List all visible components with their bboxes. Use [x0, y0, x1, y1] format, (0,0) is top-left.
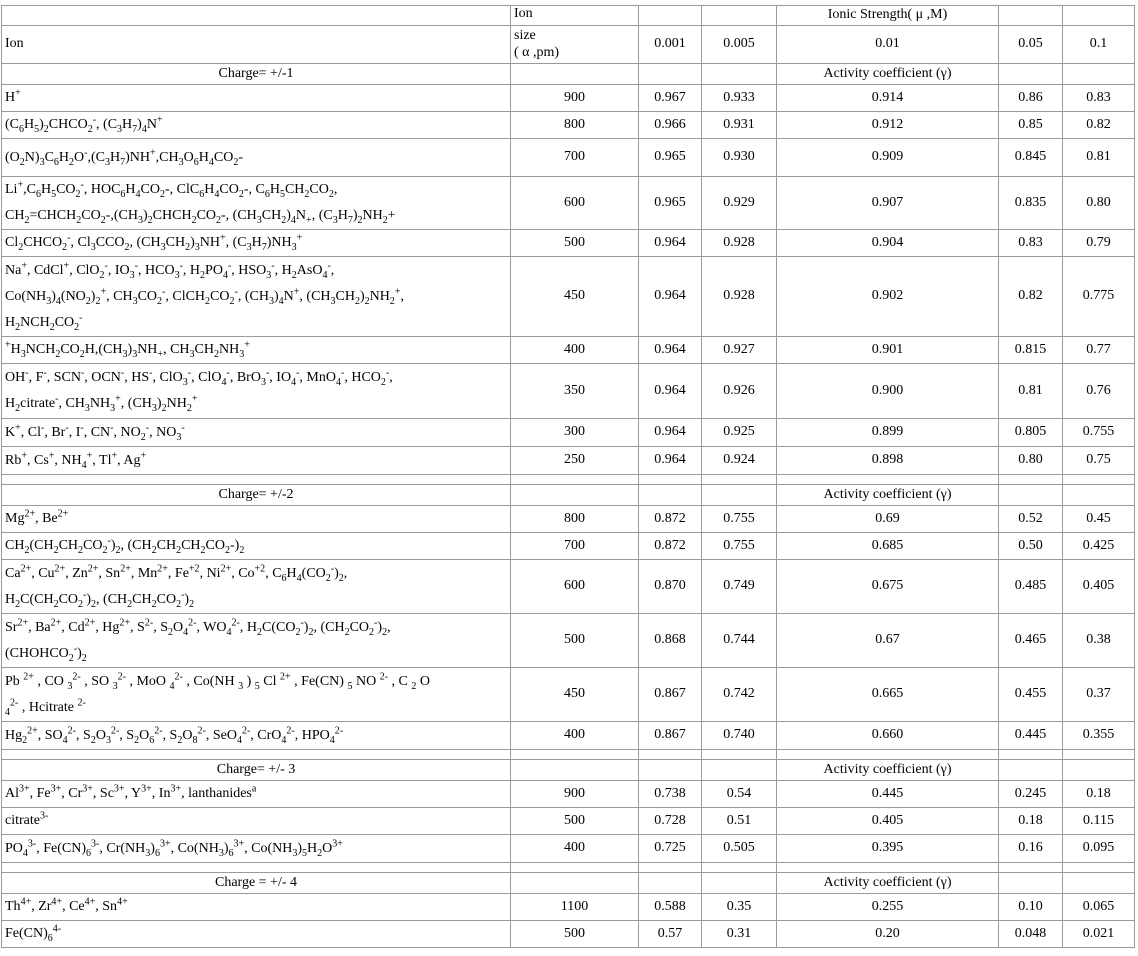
activity-coefficient-cell: 0.86 [999, 85, 1063, 112]
header-strength-4: 0.1 [1063, 26, 1135, 64]
header-ion-label: Ion [2, 26, 511, 64]
header-empty-cell [639, 6, 702, 26]
spacer-cell [511, 750, 639, 760]
table-row [2, 894, 1135, 921]
activity-coefficient-cell: 0.927 [702, 337, 777, 364]
activity-coefficient-cell: 0.82 [999, 257, 1063, 337]
empty-cell [1063, 64, 1135, 85]
ion-size-cell: 250 [511, 447, 639, 475]
activity-coefficient-cell: 0.738 [639, 781, 702, 808]
ion-size-cell: 900 [511, 85, 639, 112]
table-row [2, 337, 1135, 364]
spacer-cell [639, 863, 702, 873]
activity-coefficient-cell: 0.685 [777, 533, 999, 560]
activity-coefficient-cell: 0.740 [702, 722, 777, 750]
activity-coefficient-cell: 0.964 [639, 364, 702, 419]
ion-formula-cell: H+ [2, 85, 511, 112]
spacer-cell [999, 863, 1063, 873]
header-row-2 [2, 26, 1135, 64]
activity-coefficient-cell: 0.80 [999, 447, 1063, 475]
activity-coefficient-cell: 0.16 [999, 835, 1063, 863]
activity-coefficient-cell: 0.425 [1063, 533, 1135, 560]
group-spacer-row [2, 863, 1135, 873]
table-row [2, 230, 1135, 257]
ion-size-cell: 300 [511, 419, 639, 447]
activity-coefficient-cell: 0.505 [702, 835, 777, 863]
ion-formula-cell: $Hg_2^{2+}$, $SO_4^{2-}$, $S_2O_3^{2-}$, $S_2O_6^{2-}$, $S_2O_8^{2-}$, SeO$_4^{2-}$, CrO$_4^{2-}$, $HPO_4^{2-}$ [2, 722, 511, 750]
activity-coefficient-cell: 0.048 [999, 921, 1063, 948]
header-empty-cell [1063, 6, 1135, 26]
activity-coefficient-cell: 0.665 [777, 668, 999, 722]
activity-coefficient-cell: 0.755 [702, 533, 777, 560]
ion-formula-cell: $CH_2(CH_2CH_2CO_2^-)_2$, $(CH_2CH_2CH_2CO_2-)_2$ [2, 533, 511, 560]
spacer-cell [2, 475, 511, 485]
ion-formula-cell: OH-, F-, SCN-, OCN-, HS-, ClO$_3$-, ClO$_4$-, BrO$_3$-, $IO_4^-$, MnO$_4$-, $HCO_2^-$, $H_2citrate^-$, $CH_3NH_3^+$, $(CH_3)_2NH_2^+$ [2, 364, 511, 419]
activity-coefficient-cell: 0.965 [639, 139, 702, 177]
empty-cell [639, 64, 702, 85]
table-row [2, 364, 1135, 419]
activity-coefficient-cell: 0.67 [777, 614, 999, 668]
activity-coefficient-cell: 0.755 [1063, 419, 1135, 447]
activity-coefficient-cell: 0.933 [702, 85, 777, 112]
activity-coefficient-cell: 0.902 [777, 257, 999, 337]
activity-coefficient-cell: 0.245 [999, 781, 1063, 808]
empty-cell [702, 485, 777, 506]
ion-size-cell: 600 [511, 177, 639, 230]
empty-cell [639, 760, 702, 781]
activity-coefficient-cell: 0.928 [702, 230, 777, 257]
ion-size-cell: 1100 [511, 894, 639, 921]
activity-coefficient-cell: 0.675 [777, 560, 999, 614]
ion-formula-cell: $PO_4^{3-}$, $Fe(CN)_6^{3-}$, $Cr(NH_3)_6^{3+}$, $Co(NH_3)_6^{3+}$, $Co(NH_3)_5H_2O^{3+}$ [2, 835, 511, 863]
ion-size-cell: 700 [511, 533, 639, 560]
activity-coefficient-cell: 0.395 [777, 835, 999, 863]
activity-coefficient-cell: 0.85 [999, 112, 1063, 139]
charge-group-header-row [2, 485, 1135, 506]
spacer-cell [777, 475, 999, 485]
empty-cell [999, 485, 1063, 506]
activity-coefficient-cell: 0.868 [639, 614, 702, 668]
table-row [2, 921, 1135, 948]
spacer-cell [702, 750, 777, 760]
activity-coefficient-cell: 0.57 [639, 921, 702, 948]
group-spacer-row [2, 475, 1135, 485]
ion-formula-cell: $Th^{4+}$, $Zr^{4+}$, $Ce^{4+}$, $Sn^{4+}$ [2, 894, 511, 921]
activity-coefficient-cell: 0.924 [702, 447, 777, 475]
empty-cell [1063, 485, 1135, 506]
activity-coefficient-cell: 0.742 [702, 668, 777, 722]
activity-coefficient-cell: 0.355 [1063, 722, 1135, 750]
activity-coefficient-cell: 0.50 [999, 533, 1063, 560]
activity-coefficient-cell: 0.898 [777, 447, 999, 475]
table-row [2, 808, 1135, 835]
table-row [2, 614, 1135, 668]
ion-size-cell: 900 [511, 781, 639, 808]
activity-coefficient-cell: 0.964 [639, 419, 702, 447]
table-row [2, 447, 1135, 475]
activity-coefficient-label: Activity coefficient (γ) [777, 873, 999, 894]
activity-coefficient-cell: 0.69 [777, 506, 999, 533]
ion-size-cell: 400 [511, 722, 639, 750]
activity-coefficient-cell: 0.021 [1063, 921, 1135, 948]
spacer-cell [999, 475, 1063, 485]
table-row [2, 139, 1135, 177]
charge-label: Charge = +/- 4 [2, 873, 511, 894]
activity-coefficient-cell: 0.870 [639, 560, 702, 614]
spacer-cell [639, 475, 702, 485]
ion-size-cell: 600 [511, 560, 639, 614]
table-row [2, 722, 1135, 750]
empty-cell [639, 873, 702, 894]
header-ionic-strength-label: Ionic Strength( μ ,M) [777, 6, 999, 26]
spacer-cell [999, 750, 1063, 760]
activity-coefficient-cell: 0.744 [702, 614, 777, 668]
activity-coefficient-cell: 0.966 [639, 112, 702, 139]
table-row [2, 112, 1135, 139]
activity-coefficient-cell: 0.51 [702, 808, 777, 835]
spacer-cell [1063, 750, 1135, 760]
activity-coefficient-cell: 0.835 [999, 177, 1063, 230]
activity-coefficient-cell: 0.929 [702, 177, 777, 230]
activity-coefficient-cell: 0.965 [639, 177, 702, 230]
activity-coefficient-cell: 0.872 [639, 533, 702, 560]
spacer-cell [511, 475, 639, 485]
charge-group-header-row [2, 760, 1135, 781]
activity-coefficient-cell: 0.83 [1063, 85, 1135, 112]
activity-coefficient-cell: 0.925 [702, 419, 777, 447]
activity-coefficient-cell: 0.37 [1063, 668, 1135, 722]
ion-formula-cell: Pb $^{2+}$ , CO $_3^{2-}$ , SO $_3^{2-}$ , MoO $_4^{2-}$ , Co(NH $_3$ ) $_5$ Cl $^{2+}$ , Fe(CN) $_5$ NO $^{2-}$ , C $_2$ O $_4^{2-}$ , Hcitrate $^{2-}$ [2, 668, 511, 722]
activity-coefficient-cell: 0.867 [639, 668, 702, 722]
spacer-cell [2, 863, 511, 873]
activity-coefficient-cell: 0.805 [999, 419, 1063, 447]
ion-size-cell: 450 [511, 257, 639, 337]
spacer-cell [2, 750, 511, 760]
table-row [2, 85, 1135, 112]
activity-coefficient-cell: 0.900 [777, 364, 999, 419]
ion-size-cell: 800 [511, 506, 639, 533]
activity-coefficient-cell: 0.899 [777, 419, 999, 447]
empty-cell [511, 873, 639, 894]
empty-cell [511, 760, 639, 781]
activity-coefficient-cell: 0.728 [639, 808, 702, 835]
activity-coefficient-label: Activity coefficient (γ) [777, 64, 999, 85]
activity-coefficient-cell: 0.20 [777, 921, 999, 948]
ion-size-cell: 350 [511, 364, 639, 419]
activity-coefficient-cell: 0.872 [639, 506, 702, 533]
activity-coefficient-cell: 0.964 [639, 337, 702, 364]
activity-coefficient-cell: 0.445 [777, 781, 999, 808]
activity-coefficient-table [1, 5, 1135, 948]
activity-coefficient-cell: 0.964 [639, 257, 702, 337]
activity-coefficient-cell: 0.255 [777, 894, 999, 921]
empty-cell [702, 760, 777, 781]
activity-coefficient-cell: 0.82 [1063, 112, 1135, 139]
ion-size-cell: 400 [511, 835, 639, 863]
activity-coefficient-cell: 0.45 [1063, 506, 1135, 533]
charge-label: Charge= +/-2 [2, 485, 511, 506]
header-strength-0: 0.001 [639, 26, 702, 64]
activity-coefficient-cell: 0.749 [702, 560, 777, 614]
spacer-cell [1063, 863, 1135, 873]
activity-coefficient-cell: 0.80 [1063, 177, 1135, 230]
empty-cell [999, 760, 1063, 781]
activity-coefficient-cell: 0.867 [639, 722, 702, 750]
activity-coefficient-cell: 0.928 [702, 257, 777, 337]
ion-size-cell: 800 [511, 112, 639, 139]
activity-coefficient-cell: 0.964 [639, 230, 702, 257]
spacer-cell [777, 863, 999, 873]
ion-formula-cell: $Al^{3+}$, $Fe^{3+}$, $Cr^{3+}$, $Sc^{3+}$, $Y^{3+}$, $In^{3+}$, lanthanides$^a$ [2, 781, 511, 808]
ion-size-cell: 500 [511, 921, 639, 948]
activity-coefficient-cell: 0.907 [777, 177, 999, 230]
table-row [2, 257, 1135, 337]
ion-formula-cell: K+, Cl-, Br-, I-, CN-, $NO_2^-$, $NO_3^-$ [2, 419, 511, 447]
header-empty-cell [2, 6, 511, 26]
header-empty-cell [702, 6, 777, 26]
activity-coefficient-cell: 0.775 [1063, 257, 1135, 337]
ion-formula-cell: $Cl_2CHCO_2^-$, $Cl_3CCO_2$, $(CH_3CH_2)_3NH^+$, $(C_3H_7)NH_3^+$ [2, 230, 511, 257]
table-row [2, 533, 1135, 560]
spacer-cell [639, 750, 702, 760]
ion-size-cell: 500 [511, 230, 639, 257]
activity-coefficient-cell: 0.904 [777, 230, 999, 257]
header-size-label [511, 26, 639, 64]
activity-coefficient-cell: 0.095 [1063, 835, 1135, 863]
activity-coefficient-cell: 0.54 [702, 781, 777, 808]
ion-formula-cell: citrate$^{3-}$ [2, 808, 511, 835]
activity-coefficient-cell: 0.455 [999, 668, 1063, 722]
activity-coefficient-cell: 0.914 [777, 85, 999, 112]
empty-cell [702, 64, 777, 85]
activity-coefficient-cell: 0.75 [1063, 447, 1135, 475]
activity-coefficient-cell: 0.845 [999, 139, 1063, 177]
ion-size-cell: 500 [511, 614, 639, 668]
activity-coefficient-cell: 0.35 [702, 894, 777, 921]
table-row [2, 177, 1135, 230]
charge-label: Charge= +/-1 [2, 64, 511, 85]
activity-coefficient-cell: 0.930 [702, 139, 777, 177]
activity-coefficient-cell: 0.76 [1063, 364, 1135, 419]
ion-formula-cell: $(O_2N)_3C_6H_2O^-,(C_3H_7)NH^+,CH_3O_6H_4CO_2-$ [2, 139, 511, 177]
ion-formula-cell: $Mg^{2+}$, $Be^{2+}$ [2, 506, 511, 533]
activity-coefficient-cell: 0.065 [1063, 894, 1135, 921]
table-row [2, 419, 1135, 447]
activity-coefficient-cell: 0.18 [1063, 781, 1135, 808]
activity-coefficient-cell: 0.81 [999, 364, 1063, 419]
activity-coefficient-label: Activity coefficient (γ) [777, 760, 999, 781]
empty-cell [1063, 873, 1135, 894]
table-row [2, 835, 1135, 863]
activity-coefficient-cell: 0.660 [777, 722, 999, 750]
spacer-cell [702, 863, 777, 873]
activity-coefficient-cell: 0.912 [777, 112, 999, 139]
activity-coefficient-cell: 0.901 [777, 337, 999, 364]
activity-coefficient-cell: 0.77 [1063, 337, 1135, 364]
header-size-line1: size [514, 27, 536, 43]
table-row [2, 560, 1135, 614]
activity-coefficient-cell: 0.115 [1063, 808, 1135, 835]
header-strength-1: 0.005 [702, 26, 777, 64]
activity-coefficient-cell: 0.909 [777, 139, 999, 177]
header-strength-3: 0.05 [999, 26, 1063, 64]
charge-group-header-row [2, 873, 1135, 894]
empty-cell [1063, 760, 1135, 781]
ion-formula-cell: $Li^+,C_6H_5CO_2^-$, $HOC_6H_4CO_2-$, $ClC_6H_4CO_2-$, $C_6H_5CH_2CO_2$, $CH_2=CHCH_2CO_2-,(CH_3)_2CHCH_2CO_2-$, $(CH_3CH_2)_4N_+$, $(C_3H_7)_2NH_2+$ [2, 177, 511, 230]
ion-size-cell: 700 [511, 139, 639, 177]
activity-coefficient-cell: 0.81 [1063, 139, 1135, 177]
activity-coefficient-cell: 0.79 [1063, 230, 1135, 257]
ion-formula-cell: $Sr^{2+}$, $Ba^{2+}$, $Cd^{2+}$, $Hg^{2+}$, $S^{2-}$, $S_2O_4^{2-}$, $WO_4^{2-}$, $H_2C(CO_2^-)_2$, $(CH_2CO_2^-)_2$, $(CHOHCO_2^-)_2$ [2, 614, 511, 668]
empty-cell [511, 485, 639, 506]
spacer-cell [1063, 475, 1135, 485]
spacer-cell [777, 750, 999, 760]
activity-coefficient-cell: 0.18 [999, 808, 1063, 835]
header-row-1 [2, 6, 1135, 26]
activity-coefficient-cell: 0.10 [999, 894, 1063, 921]
ion-size-cell: 500 [511, 808, 639, 835]
ion-formula-cell: $(C_6H_5)_2CHCO_2^-$, $(C_3H_7)_4N^+$ [2, 112, 511, 139]
activity-coefficient-cell: 0.405 [777, 808, 999, 835]
header-ion-size-label: Ion [511, 6, 639, 26]
ion-formula-cell: $Fe(CN)_6^{4-}$ [2, 921, 511, 948]
activity-coefficient-cell: 0.967 [639, 85, 702, 112]
activity-coefficient-cell: 0.485 [999, 560, 1063, 614]
ion-size-cell: 450 [511, 668, 639, 722]
charge-group-header-row [2, 64, 1135, 85]
table-row [2, 668, 1135, 722]
header-strength-2: 0.01 [777, 26, 999, 64]
activity-coefficient-cell: 0.465 [999, 614, 1063, 668]
activity-coefficient-cell: 0.588 [639, 894, 702, 921]
activity-coefficient-cell: 0.52 [999, 506, 1063, 533]
empty-cell [999, 64, 1063, 85]
activity-coefficient-cell: 0.964 [639, 447, 702, 475]
spacer-cell [511, 863, 639, 873]
activity-coefficient-cell: 0.31 [702, 921, 777, 948]
activity-coefficient-cell: 0.405 [1063, 560, 1135, 614]
header-size-line2: ( α ,pm) [514, 44, 560, 60]
header-empty-cell [999, 6, 1063, 26]
empty-cell [999, 873, 1063, 894]
table-row [2, 781, 1135, 808]
activity-coefficient-cell: 0.815 [999, 337, 1063, 364]
activity-coefficient-cell: 0.38 [1063, 614, 1135, 668]
activity-coefficient-cell: 0.926 [702, 364, 777, 419]
ion-formula-cell: $^+H_3NCH_2CO_2H,(CH_3)_3NH_+$, $CH_3CH_2NH_3^+$ [2, 337, 511, 364]
empty-cell [702, 873, 777, 894]
activity-coefficient-cell: 0.755 [702, 506, 777, 533]
activity-coefficient-cell: 0.725 [639, 835, 702, 863]
activity-coefficient-label: Activity coefficient (γ) [777, 485, 999, 506]
ion-size-cell: 400 [511, 337, 639, 364]
spacer-cell [702, 475, 777, 485]
group-spacer-row [2, 750, 1135, 760]
ion-formula-cell: Rb+, Cs+, $NH_4^+$, Tl+, Ag+ [2, 447, 511, 475]
ion-formula-cell: $Ca^{2+}$, $Cu^{2+}$, $Zn^{2+}$, $Sn^{2+}$, $Mn^{2+}$, $Fe^{+2}$, $Ni^{2+}$, $Co^{+2}$, $C_6H_4(CO_2^-)_2$, $H_2C(CH_2CO_2^-)_2$, $(CH_2CH_2CO_2^-)_2$ [2, 560, 511, 614]
empty-cell [511, 64, 639, 85]
activity-coefficient-cell: 0.931 [702, 112, 777, 139]
activity-coefficient-cell: 0.83 [999, 230, 1063, 257]
empty-cell [639, 485, 702, 506]
activity-coefficient-cell: 0.445 [999, 722, 1063, 750]
ion-formula-cell: Na+, CdCl+, ClO$_2$-, $IO_3^-$, $HCO_3^-$, $H_2PO_4^-$, $HSO_3^-$, $H_2AsO_4^-$, $Co(NH_3)_4(NO_2)_2^+$, $CH_3CO_2^-$, $ClCH_2CO_2^-$, $(CH_3)_4N^+$, $(CH_3CH_2)_2NH_2^+$, $H_2NCH_2CO_2^-$ [2, 257, 511, 337]
charge-label: Charge= +/- 3 [2, 760, 511, 781]
table-row [2, 506, 1135, 533]
